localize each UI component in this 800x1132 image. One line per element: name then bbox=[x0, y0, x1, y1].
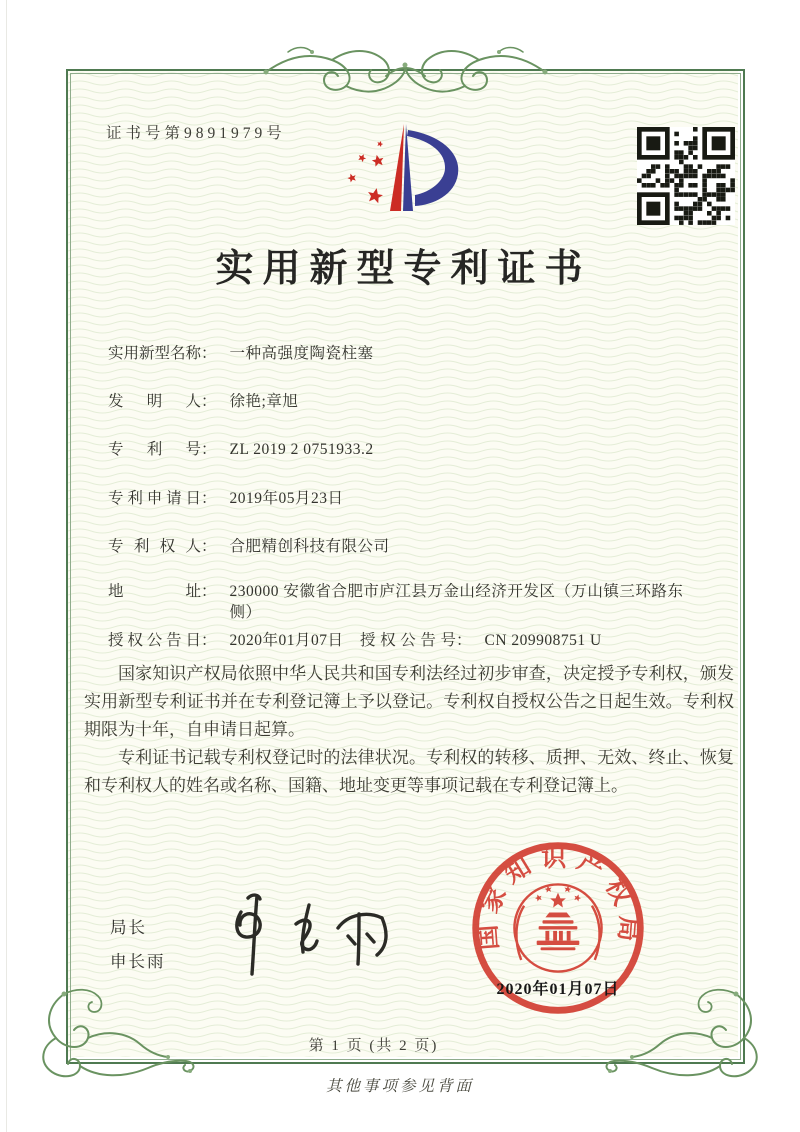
field-row-filing-date bbox=[108, 488, 344, 509]
page-indicator: 第 1 页 (共 2 页) bbox=[308, 1038, 439, 1054]
field-colon: ： bbox=[456, 632, 472, 649]
seal-date: 2020年01月07日 bbox=[496, 981, 620, 998]
field-row-address bbox=[108, 581, 708, 623]
director-title: 局长 bbox=[110, 919, 147, 937]
national-emblem bbox=[514, 884, 601, 971]
page-edge-shadow bbox=[6, 0, 7, 1132]
field-label: 专利申请日 bbox=[108, 490, 201, 507]
field-row-patentee bbox=[108, 536, 390, 557]
field-colon: ： bbox=[201, 583, 217, 600]
back-side-note: 其他事项参见背面 bbox=[325, 1078, 474, 1095]
field-value: ZL 2019 2 0751933.2 bbox=[229, 441, 374, 458]
grant-number-value: CN 209908751 U bbox=[484, 632, 602, 649]
seal-org-text: 国家知识产权局 bbox=[473, 844, 643, 951]
field-row-grant bbox=[108, 630, 708, 651]
field-colon: ： bbox=[201, 538, 217, 555]
legal-paragraph-2: 专利证书记载专利权登记时的法律状况。专利权的转移、质押、无效、终止、恢复和专利权人的姓名或名称、国籍、地址变更等事项记载在专利登记簿上。 bbox=[84, 748, 734, 795]
legal-paragraph-1: 国家知识产权局依照中华人民共和国专利法经过初步审查，决定授予专利权，颁发实用新型专利证书并在专利登记簿上予以登记。专利权自授权公告之日起生效。专利权期限为十年，自申请日起算。 bbox=[84, 664, 734, 739]
field-row-utility-model-name bbox=[108, 343, 374, 364]
field-colon: ： bbox=[201, 393, 217, 410]
field-value: 徐艳;章旭 bbox=[229, 393, 299, 410]
field-label: 发明人 bbox=[108, 393, 201, 410]
field-label: 实用新型名称 bbox=[108, 345, 202, 362]
qr-code bbox=[637, 127, 735, 225]
field-colon: ： bbox=[201, 441, 217, 458]
field-value: 合肥精创科技有限公司 bbox=[229, 538, 390, 555]
cnipa-logo-icon bbox=[335, 108, 483, 218]
field-label: 地址 bbox=[108, 583, 201, 600]
field-label: 专利号 bbox=[108, 441, 201, 458]
field-label: 授权公告日 bbox=[108, 632, 201, 649]
field-colon: ： bbox=[201, 490, 217, 507]
grant-date-value: 2020年01月07日 bbox=[229, 632, 344, 649]
field-label: 专利权人 bbox=[108, 538, 201, 555]
field-label: 授权公告号 bbox=[360, 632, 456, 649]
legal-text bbox=[84, 660, 734, 800]
field-colon: ： bbox=[201, 632, 217, 649]
field-value: 230000 安徽省合肥市庐江县万金山经济开发区（万山镇三环路东侧） bbox=[229, 583, 684, 621]
director-name: 申长雨 bbox=[110, 953, 166, 971]
field-value: 2019年05月23日 bbox=[229, 490, 344, 507]
grant-number-pair bbox=[360, 630, 602, 651]
certificate-title: 实用新型专利证书 bbox=[215, 248, 592, 290]
field-row-inventors bbox=[108, 391, 298, 412]
field-value: 一种高强度陶瓷柱塞 bbox=[229, 345, 374, 362]
field-colon: ： bbox=[201, 345, 217, 362]
certificate-number: 证书号第9891979号 bbox=[106, 125, 286, 142]
field-row-patent-number bbox=[108, 439, 374, 460]
director-signature bbox=[212, 888, 424, 980]
